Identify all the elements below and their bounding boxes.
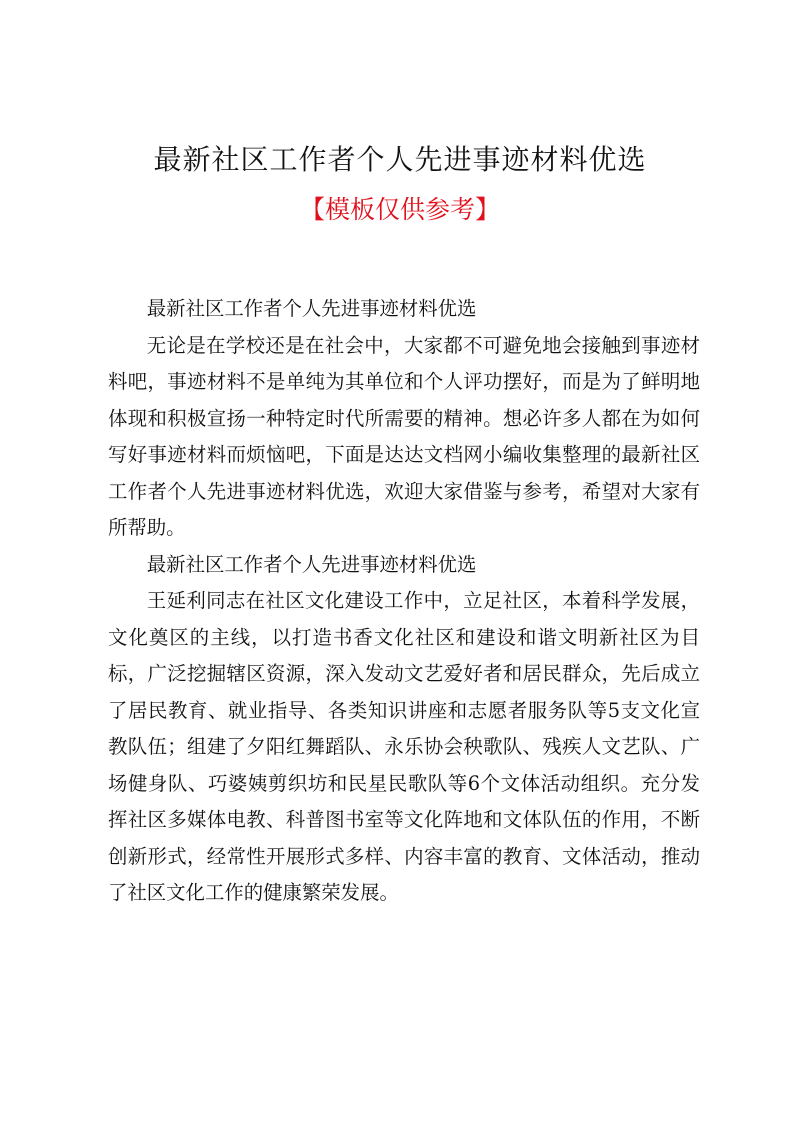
- template-notice: 【模板仅供参考】: [299, 195, 500, 224]
- document-title: 最新社区工作者个人先进事迹材料优选: [153, 143, 647, 176]
- body-paragraph: 王延利同志在社区文化建设工作中，立足社区，本着科学发展，文化奠区的主线，以打造书香文化社区和建设和谐文明新社区为目标，广泛挖掘辖区资源，深入发动文艺爱好者和居民群众，先后成立了居民教育、就业指导、各类知识讲座和志愿者服务队等5支文化宣教队伍；组建了夕阳红舞蹈队、永乐协会秧歌队、残疾人文艺队、广场健身队、巧婆姨剪织坊和民星民歌队等6个文体活动组织。充分发挥社区多媒体电教、科普图书室等文化阵地和文体队伍的作用，不断创新形式，经常性开展形式多样、内容丰富的教育、文体活动，推动了社区文化工作的健康繁荣发展。: [108, 589, 700, 904]
- intro-paragraph: 无论是在学校还是在社会中，大家都不可避免地会接触到事迹材料吧，事迹材料不是单纯为其单位和个人评功摆好，而是为了鲜明地体现和积极宣扬一种特定时代所需要的精神。想必许多人都在为如何写好事迹材料而烦恼吧，下面是达达文档网小编收集整理的最新社区工作者个人先进事迹材料优选，欢迎大家借鉴与参考，希望对大家有所帮助。: [108, 333, 700, 539]
- document-body: [108, 291, 700, 912]
- section-heading: 最新社区工作者个人先进事迹材料优选: [146, 552, 477, 576]
- section-heading: 最新社区工作者个人先进事迹材料优选: [146, 297, 477, 320]
